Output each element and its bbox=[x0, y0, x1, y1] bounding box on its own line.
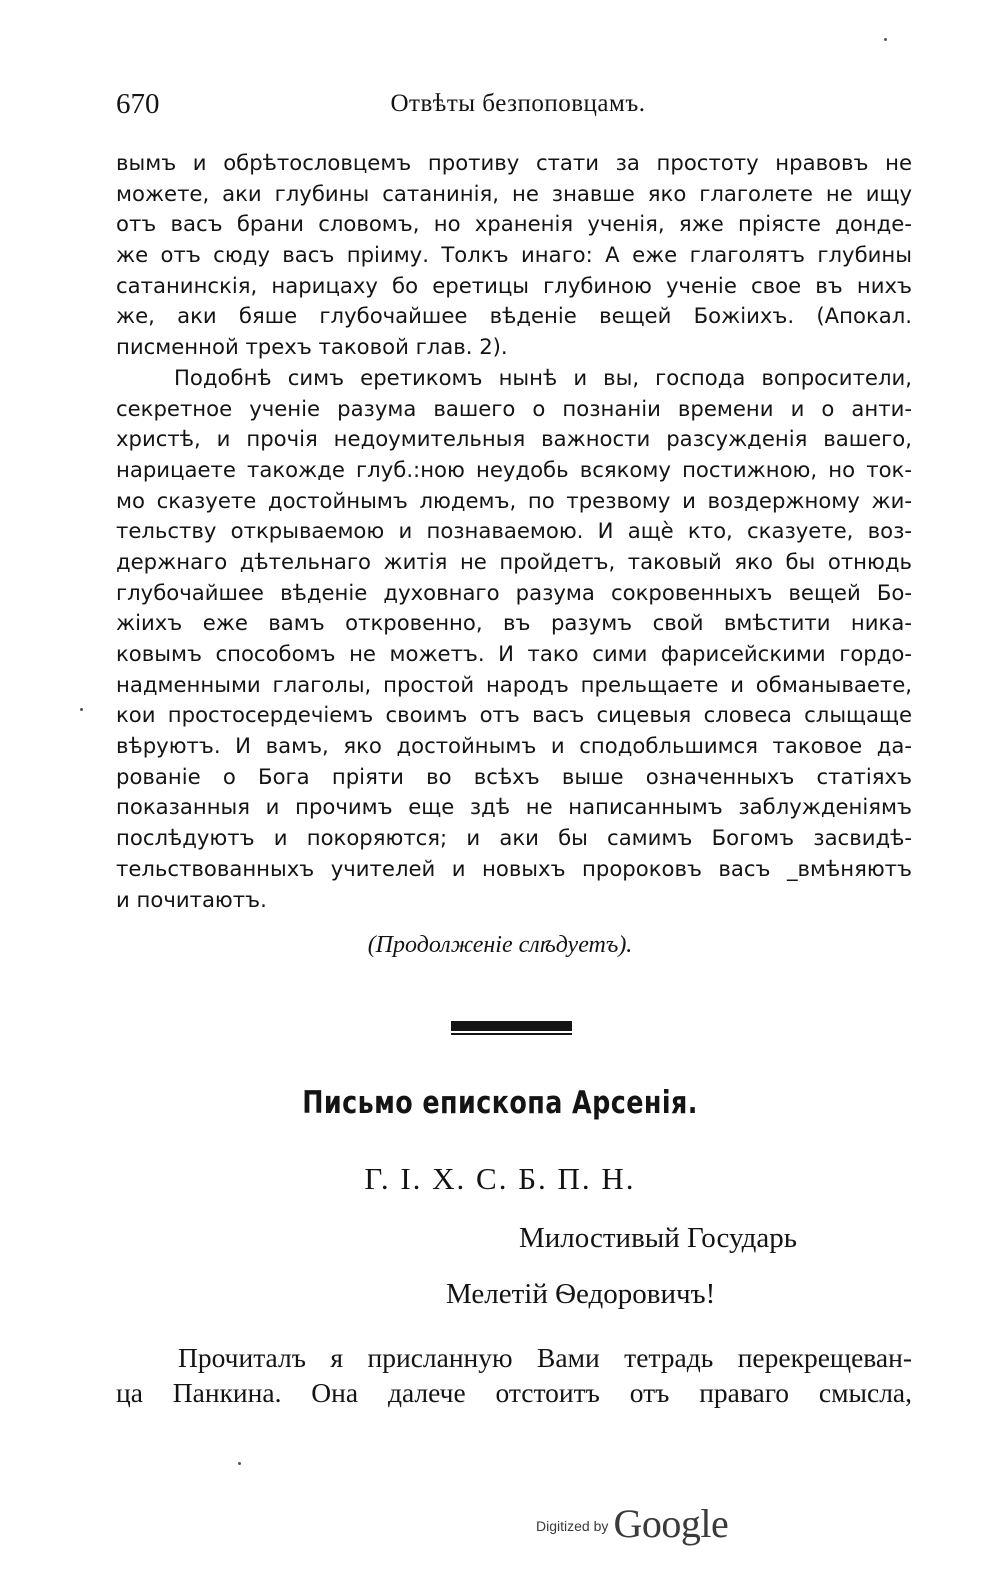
text-line: вымъ и обрѣтословцемъ противу стати за простоту нравовъ не bbox=[116, 150, 912, 175]
salutation-line: Милостивый Государь bbox=[519, 1222, 797, 1254]
text-line: глубочайшее вѣденіе духовнаго разума сокровенныхъ вещей Бо- bbox=[116, 579, 912, 605]
text-line: христѣ, и прочія недоумительныя важности разсужденія вашего, bbox=[116, 426, 912, 452]
text-line: и почитаютъ. bbox=[116, 886, 267, 912]
text-line: же, аки бяше глубочайшее вѣденіе вещей Божіихъ. (Апокал. bbox=[116, 303, 912, 329]
digitized-watermark bbox=[536, 1500, 728, 1550]
section-divider bbox=[451, 1021, 572, 1031]
text-line: тельствованныхъ учителей и новыхъ пророковъ васъ _вмѣняютъ bbox=[116, 855, 912, 881]
google-logo: Google bbox=[613, 1501, 729, 1546]
letter-title: Письмо епископа Арсенія. bbox=[302, 1085, 698, 1121]
text-line: секретное ученіе разума вашего о познаніи времени и о анти- bbox=[116, 395, 912, 421]
text-line: писменной трехъ таковой глав. 2). bbox=[116, 334, 508, 360]
text-line: жіихъ еже вамъ откровенно, въ разумъ свой вмѣстити ника- bbox=[116, 610, 912, 636]
watermark-label: Digitized by bbox=[536, 1518, 609, 1534]
text-line: показанныя и прочимъ еще здѣ не написаннымъ заблужденіямъ bbox=[116, 794, 912, 820]
text-line: надменными глаголы, простой народъ прельщаете и обманываете, bbox=[116, 671, 912, 697]
text-line: же отъ сюду васъ пріиму. Толкъ инаго: А еже глаголятъ глубины bbox=[116, 242, 912, 268]
text-line: мо сказуете достойнымъ людемъ, по трезвому и воздержному жи- bbox=[116, 487, 912, 513]
text-line: послѣдуютъ и покоряются; и аки бы самимъ Богомъ засвидѣ- bbox=[116, 825, 912, 851]
text-line: сатанинскія, нарицаху бо еретицы глубиною ученіе свое въ нихъ bbox=[116, 272, 912, 298]
text-line: можете, аки глубины сатанинія, не знавше яко глаголете не ищу bbox=[116, 180, 912, 206]
running-title: Отвѣты безпоповцамъ. bbox=[390, 90, 646, 117]
text-line: ковымъ способомъ не можетъ. И тако сими фарисейскими гордо- bbox=[116, 641, 912, 666]
letter-text-line: Прочиталъ я присланную Вами тетрадь перекрещеван- bbox=[178, 1342, 912, 1373]
page-number: 670 bbox=[116, 88, 160, 120]
text-line: кои простосердечіемъ своимъ отъ васъ сицевыя словеса слыщаще bbox=[116, 702, 912, 728]
salutation-name: Мелетій Ѳедоровичъ! bbox=[446, 1278, 716, 1310]
text-line: Подобнѣ симъ еретикомъ нынѣ и вы, господа вопросители, bbox=[174, 364, 912, 390]
text-line: держнаго дѣтельнаго житія не пройдетъ, таковый яко бы отнюдь bbox=[116, 548, 912, 574]
text-line: отъ васъ брани словомъ, но храненія ученія, яже пріясте донде- bbox=[116, 211, 912, 237]
text-line: рованіе о Бога пріяти во всѣхъ выше означенныхъ статіяхъ bbox=[116, 763, 912, 789]
scan-speck bbox=[80, 708, 83, 711]
continued-note: (Продолженіе слѣдуетъ). bbox=[367, 932, 633, 958]
text-line: тельству открываемою и познаваемою. И ащѐ кто, сказуете, воз- bbox=[116, 518, 912, 544]
scan-speck bbox=[884, 38, 887, 41]
text-line: вѣруютъ. И вамъ, яко достойнымъ и сподобльшимся таковое да- bbox=[116, 733, 912, 759]
article-body bbox=[116, 148, 912, 915]
letter-abbreviation: Г. І. Х. С. Б. П. Н. bbox=[364, 1161, 636, 1196]
text-line: нарицаете такожде глуб.:ною неудобь всякому постижною, но ток- bbox=[116, 456, 912, 482]
scan-speck bbox=[238, 1462, 241, 1465]
page-header bbox=[116, 88, 920, 128]
letter-body bbox=[116, 1340, 912, 1410]
letter-text-line: ца Панкина. Она далече отстоитъ отъ праваго смысла, bbox=[116, 1377, 912, 1408]
